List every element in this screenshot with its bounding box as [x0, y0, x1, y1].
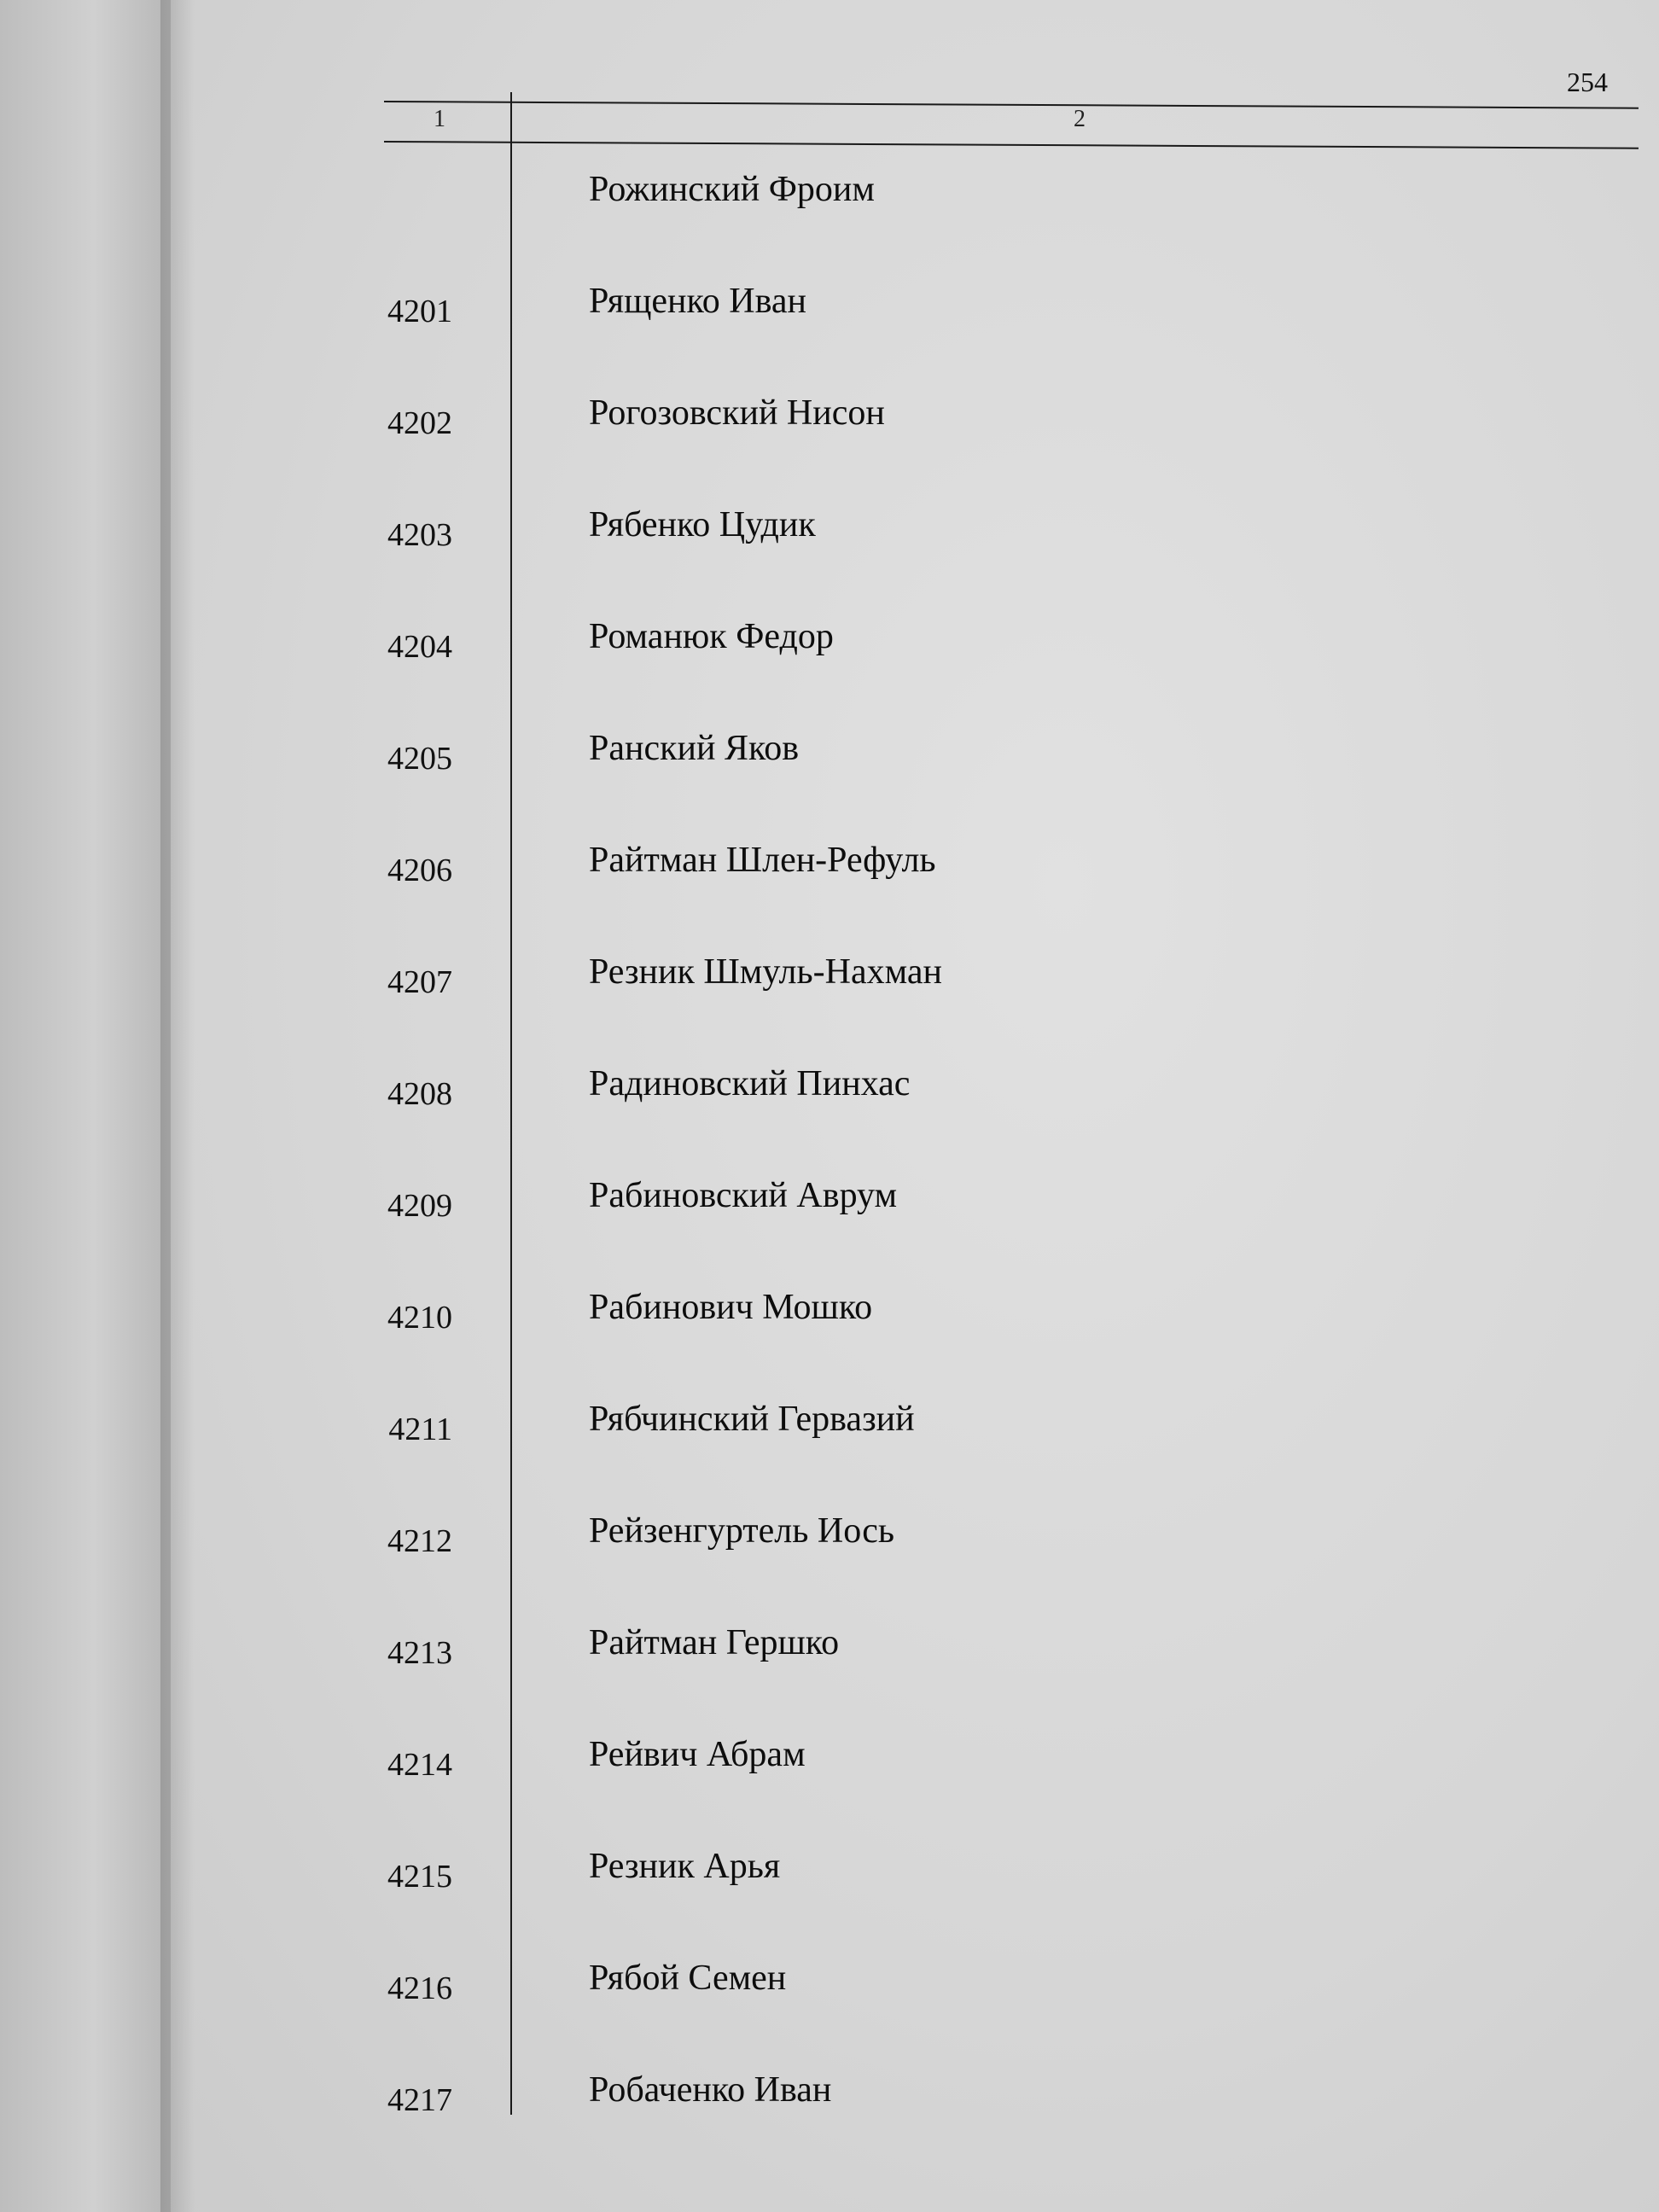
row-number: 4207 [387, 964, 452, 1000]
row-number: 4214 [387, 1747, 452, 1783]
row-number: 4205 [387, 741, 452, 777]
person-name: Райтман Шлен-Рефуль [589, 841, 936, 880]
table-row [358, 1399, 1553, 1450]
gutter-shadow [160, 0, 195, 2212]
row-number: 4204 [387, 629, 452, 665]
table-row [358, 1063, 1553, 1115]
row-number: 4209 [387, 1188, 452, 1224]
table-top-rule [384, 101, 1639, 109]
table-row [358, 728, 1553, 779]
person-name: Рабинович Мошко [589, 1288, 873, 1327]
person-name: Резник Арья [589, 1847, 781, 1886]
row-number: 4217 [387, 2082, 452, 2118]
row-number: 4213 [387, 1635, 452, 1671]
row-number: 4203 [387, 517, 452, 553]
person-name: Рогозовский Нисон [589, 393, 885, 433]
person-name: Райтман Гершко [589, 1623, 840, 1662]
document-page [171, 0, 1659, 2212]
table-row [358, 1622, 1553, 1674]
row-number: 4208 [387, 1076, 452, 1112]
table-row [358, 616, 1553, 667]
person-name: Романюк Федор [589, 617, 834, 656]
column-header-2: 2 [1074, 106, 1086, 132]
row-number: 4215 [387, 1859, 452, 1895]
table-row [358, 952, 1553, 1003]
person-name: Робаченко Иван [589, 2070, 832, 2110]
table-row [358, 281, 1553, 332]
table-row [358, 1175, 1553, 1226]
table-row [358, 1958, 1553, 2009]
table-row [358, 1287, 1553, 1338]
row-number: 4202 [387, 405, 452, 441]
table-row [358, 1511, 1553, 1562]
table-row [358, 504, 1553, 556]
row-number: 4201 [387, 294, 452, 329]
person-name: Рабиновский Аврум [589, 1176, 898, 1215]
person-name: Радиновский Пинхас [589, 1064, 911, 1103]
table-row [358, 840, 1553, 891]
person-name: Рябой Семен [589, 1959, 787, 1998]
table-row [358, 2069, 1553, 2121]
row-number: 4216 [387, 1970, 452, 2006]
person-name: Рейзенгуртель Иось [589, 1511, 895, 1551]
table-row [358, 1846, 1553, 1897]
column-header-1: 1 [434, 106, 445, 132]
person-name: Рященко Иван [589, 282, 807, 321]
table-header-rule [384, 141, 1639, 149]
person-name: Рябчинский Гервазий [589, 1400, 915, 1439]
table-row [358, 169, 1553, 220]
row-number: 4212 [387, 1523, 452, 1559]
person-name: Рейвич Абрам [589, 1735, 806, 1774]
page-number: 254 [1567, 67, 1608, 97]
row-number: 4210 [387, 1300, 452, 1336]
person-name: Рябенко Цудик [589, 505, 816, 544]
person-name: Рожинский Фроим [589, 170, 875, 209]
person-name: Ранский Яков [589, 729, 800, 768]
table-row [358, 393, 1553, 444]
facing-page [0, 0, 171, 2212]
table-row [358, 1734, 1553, 1785]
row-number: 4211 [388, 1412, 452, 1447]
person-name: Резник Шмуль-Нахман [589, 952, 942, 992]
row-number: 4206 [387, 853, 452, 888]
